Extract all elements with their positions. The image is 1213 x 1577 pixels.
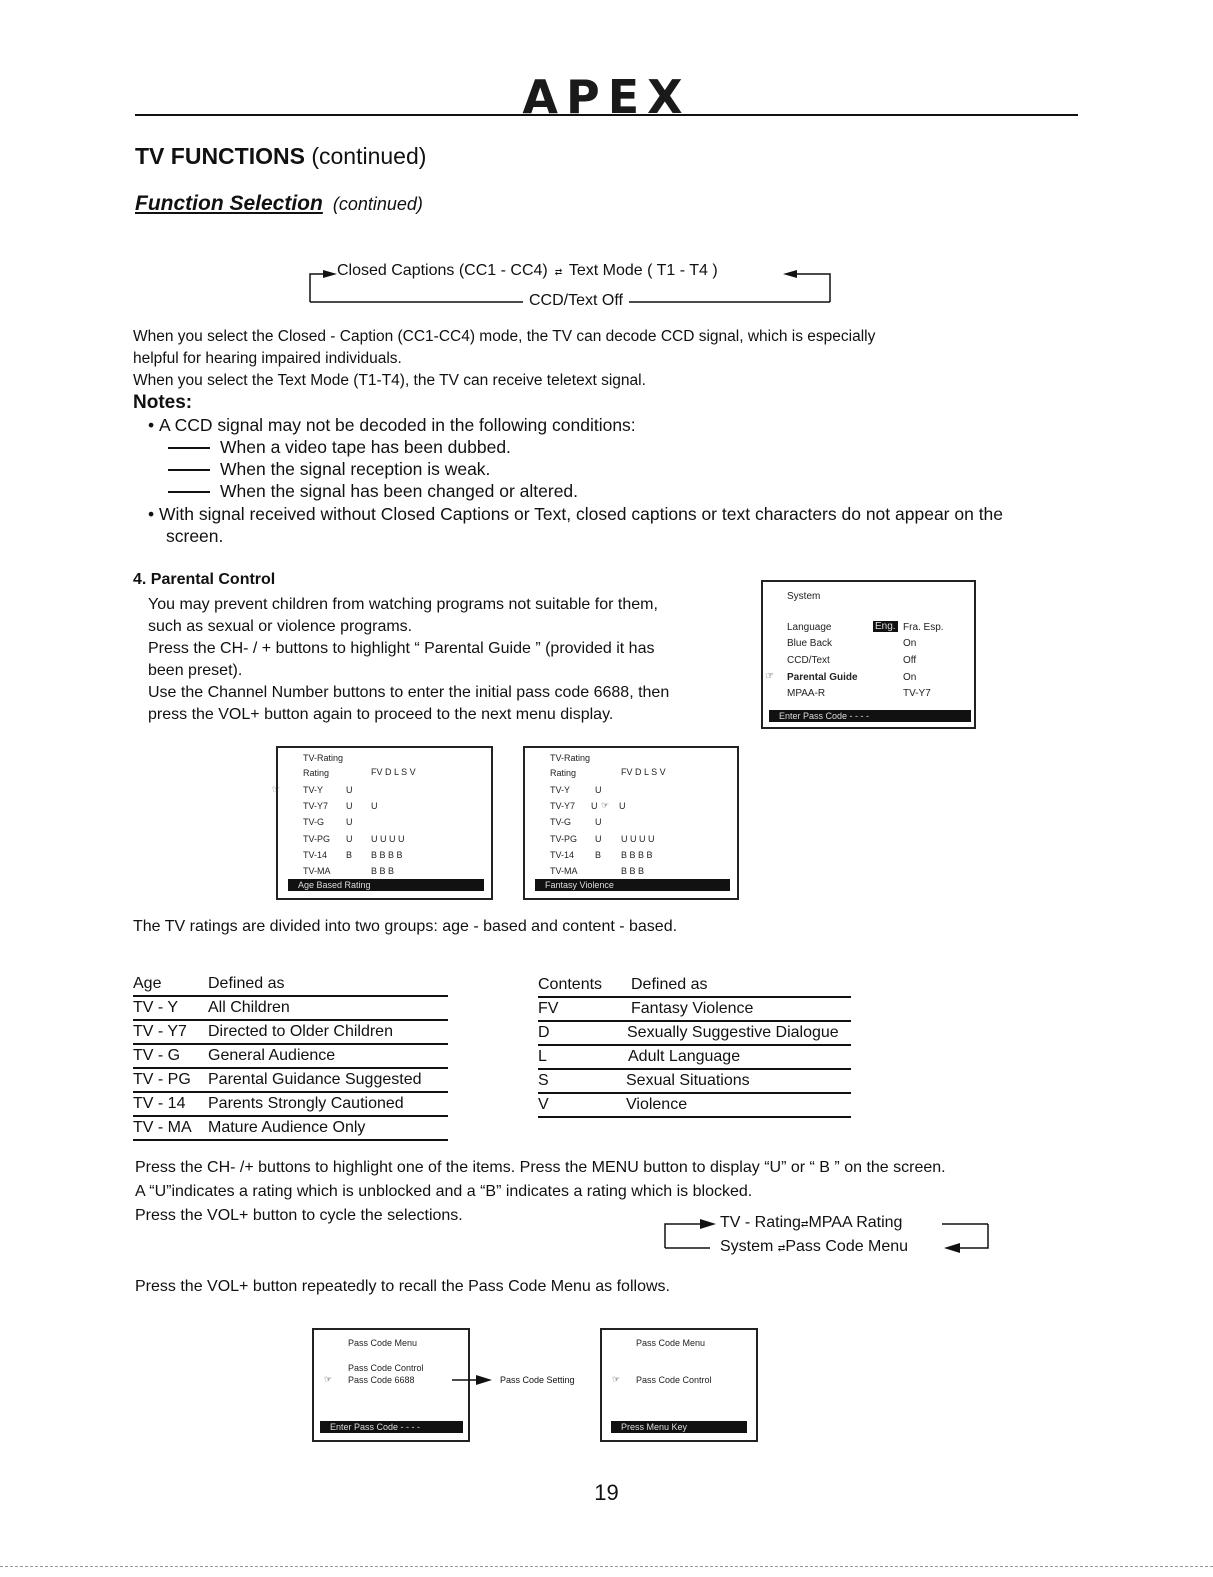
rating-row-value: U	[591, 801, 598, 811]
table-cell: Sexually Suggestive Dialogue	[627, 1024, 839, 1041]
menu-row-value: TV-Y7	[903, 688, 931, 699]
rating-row-value: U	[346, 834, 353, 844]
text-mode-label: Text Mode ( T1 - T4 )	[568, 262, 718, 279]
pass-code-menu-screen-b	[600, 1328, 758, 1442]
table-header: Defined as	[631, 976, 708, 993]
table-cell: D	[538, 1024, 550, 1041]
note-sub-3-text: When the signal has been changed or altered.	[220, 481, 579, 501]
page-title	[135, 143, 426, 170]
rating-row-content: U	[371, 801, 378, 811]
rating-row-value: U	[346, 801, 353, 811]
table-cell: Parents Strongly Cautioned	[208, 1095, 404, 1112]
rating-row-content: B B B B	[371, 850, 403, 860]
menu-row-label: Blue Back	[787, 638, 833, 649]
table-row	[538, 1000, 851, 1022]
menu-row-label: Parental Guide	[787, 672, 858, 683]
table-cell: Fantasy Violence	[631, 1000, 754, 1017]
table-cell: General Audience	[208, 1047, 336, 1064]
closed-captions-label: Closed Captions (CC1 - CC4)	[337, 262, 548, 279]
press-menu-key-prompt: Press Menu Key	[611, 1421, 747, 1433]
intro-line-2: helpful for hearing impaired individuals.	[133, 350, 402, 367]
table-header: Contents	[538, 976, 603, 993]
table-cell: Directed to Older Children	[208, 1023, 393, 1040]
dash-icon	[168, 469, 210, 471]
press-line-3: Press the VOL+ button to cycle the selections.	[135, 1207, 463, 1224]
dash-icon	[168, 447, 210, 449]
rating-menu-title: TV-Rating	[550, 753, 591, 763]
menu-row-value: On	[903, 638, 917, 649]
rating-row-label: TV-MA	[550, 866, 578, 876]
table-cell: Violence	[626, 1096, 688, 1113]
rating-row-label: TV-Y7	[550, 801, 576, 811]
table-cell: All Children	[208, 999, 290, 1016]
table-row	[133, 1071, 448, 1093]
table-row	[538, 1048, 851, 1070]
system-menu-screen	[761, 580, 976, 729]
menu-row-label: Language	[787, 622, 832, 633]
rating-row-label: TV-Y	[303, 785, 324, 795]
rating-menu-title: TV-Rating	[303, 753, 344, 763]
table-row	[538, 1024, 851, 1046]
parental-line-4: been preset).	[148, 662, 243, 679]
table-cell: TV - 14	[133, 1095, 186, 1112]
intro-line-1: When you select the Closed - Caption (CC1-CC4) mode, the TV can decode CCD signal, which is especially	[133, 328, 876, 345]
note-bullet-2-cont: screen.	[166, 526, 224, 546]
rating-row-value: U	[595, 834, 602, 844]
table-row	[133, 999, 448, 1021]
note-bullet-1	[148, 415, 636, 436]
table-header-row	[133, 975, 448, 997]
note-sub-3	[148, 481, 578, 502]
rating-row-label: TV-PG	[550, 834, 578, 844]
age-rating-table	[133, 975, 448, 1145]
section-title-text: Function Selection	[135, 192, 323, 215]
table-cell: Sexual Situations	[626, 1072, 750, 1089]
dash-icon	[168, 491, 210, 493]
note-sub-2	[148, 459, 490, 480]
parental-heading: 4. Parental Control	[133, 571, 276, 588]
menu-row-label: CCD/Text	[787, 655, 830, 666]
pass-code-menu-label: Pass Code Menu	[785, 1238, 909, 1255]
system-menu-title: System	[787, 591, 821, 602]
pass-code-prompt: Enter Pass Code - - - -	[769, 710, 971, 722]
table-cell: V	[538, 1096, 549, 1113]
rating-menu-footer: Age Based Rating	[288, 879, 484, 891]
table-header: Age	[133, 975, 162, 992]
note-bullet-2-text: With signal received without Closed Captions or Text, closed captions or text characters do not appear on the	[159, 504, 1004, 524]
rating-menu-footer: Fantasy Violence	[535, 879, 730, 891]
pass-code-setting-label: Pass Code Setting	[500, 1375, 575, 1385]
hand-pointer-icon: ☞	[272, 784, 281, 794]
table-header: Defined as	[208, 975, 285, 992]
tv-rating-label: TV - Rating	[720, 1214, 801, 1231]
table-cell: TV - Y	[133, 999, 179, 1016]
rating-header-label: Rating	[303, 768, 330, 778]
note-bullet-1-text: A CCD signal may not be decoded in the following conditions:	[159, 415, 636, 435]
rating-row-label: TV-Y7	[303, 801, 329, 811]
rating-row-value: U	[346, 785, 353, 795]
parental-line-6: press the VOL+ button again to proceed to the next menu display.	[148, 706, 614, 723]
rating-row-label: TV-MA	[303, 866, 331, 876]
rating-header-label: Rating	[550, 768, 577, 778]
pass-menu-row: Pass Code Control	[636, 1375, 712, 1385]
rating-row-content: B B B	[371, 866, 395, 876]
rating-row-value: B	[346, 850, 353, 860]
table-cell: Adult Language	[628, 1048, 741, 1065]
menu-row-value: Fra. Esp.	[903, 622, 944, 633]
notes-heading: Notes:	[133, 392, 193, 413]
menu-row-value: Off	[903, 655, 917, 666]
rating-menu-age	[272, 746, 493, 900]
rating-row-value: U	[595, 817, 602, 827]
table-cell: S	[538, 1072, 549, 1089]
table-cell: TV - G	[133, 1047, 181, 1064]
pass-menu-row: Pass Code Control	[348, 1363, 424, 1373]
flow-row-bottom	[720, 1238, 908, 1256]
rating-row-content: B B B	[621, 866, 645, 876]
rating-menu-content	[523, 746, 739, 900]
rating-row-label: TV-14	[303, 850, 328, 860]
double-arrow-icon: ⇄	[552, 267, 565, 277]
double-arrow-icon: ⇄	[800, 1219, 809, 1229]
page-title-bold: TV FUNCTIONS	[135, 143, 305, 169]
table-row	[133, 1047, 448, 1069]
flow-row-top	[720, 1214, 902, 1232]
parental-line-3: Press the CH- / + buttons to highlight “ Parental Guide ” (provided it has	[148, 640, 655, 657]
table-cell: TV - MA	[133, 1119, 192, 1136]
caption-flow-diagram	[285, 262, 845, 312]
menu-row-value: On	[903, 672, 917, 683]
selected-language: Eng.	[875, 621, 896, 632]
pass-code-menu-screen-a	[312, 1328, 470, 1442]
header-rule	[135, 114, 1078, 116]
rating-row-content: B B B B	[621, 850, 653, 860]
table-cell: Mature Audience Only	[208, 1119, 366, 1136]
flow-caption-row	[337, 262, 718, 280]
mpaa-label: MPAA Rating	[808, 1214, 903, 1231]
hand-pointer-icon: ☞	[765, 671, 774, 682]
pass-code-prompt: Enter Pass Code - - - -	[320, 1421, 463, 1433]
rating-header-cols: FV D L S V	[621, 767, 666, 777]
table-cell: Parental Guidance Suggested	[208, 1071, 422, 1088]
table-row	[133, 1023, 448, 1045]
hand-pointer-icon: ☞	[612, 1374, 621, 1384]
rating-row-label: TV-Y	[550, 785, 571, 795]
pass-menu-title: Pass Code Menu	[348, 1338, 418, 1348]
section-continued: (continued)	[332, 194, 423, 214]
bullet-icon: •	[148, 504, 159, 524]
note-bullet-2	[148, 504, 1003, 525]
pass-menu-row: Pass Code 6688	[348, 1375, 415, 1385]
rating-row-value: U	[595, 785, 602, 795]
press-line-1: Press the CH- /+ buttons to highlight one of the items. Press the MENU button to display “U” or “ B ” on the screen.	[135, 1159, 946, 1176]
scan-edge-line	[0, 1566, 1213, 1567]
rating-row-value: B	[595, 850, 602, 860]
intro-line-3: When you select the Text Mode (T1-T4), the TV can receive teletext signal.	[133, 372, 646, 389]
rating-row-label: TV-G	[550, 817, 572, 827]
pass-menu-title: Pass Code Menu	[636, 1338, 706, 1348]
parental-line-1: You may prevent children from watching programs not suitable for them,	[148, 596, 658, 613]
parental-line-5: Use the Channel Number buttons to enter the initial pass code 6688, then	[148, 684, 670, 701]
rating-row-label: TV-G	[303, 817, 325, 827]
note-sub-1	[148, 437, 511, 458]
rating-header-cols: FV D L S V	[371, 767, 416, 777]
rating-row-content: U U U U	[621, 834, 655, 844]
table-cell: TV - PG	[133, 1071, 191, 1088]
ccd-off-label: CCD/Text Off	[523, 292, 629, 310]
rating-flow-diagram	[660, 1212, 995, 1260]
table-row	[133, 1119, 448, 1141]
system-label: System	[720, 1238, 774, 1255]
note-sub-2-text: When the signal reception is weak.	[220, 459, 491, 479]
page-number: 19	[594, 1480, 619, 1505]
table-cell: L	[538, 1048, 547, 1065]
bullet-icon: •	[148, 415, 159, 435]
table-header-row	[538, 976, 851, 998]
rating-row-content: U	[619, 801, 626, 811]
page-title-rest: (continued)	[311, 143, 427, 169]
rating-row-value: U	[346, 817, 353, 827]
rating-row-label: TV-PG	[303, 834, 331, 844]
hand-pointer-icon: ☞	[324, 1374, 333, 1384]
note-sub-1-text: When a video tape has been dubbed.	[220, 437, 511, 457]
table-cell: TV - Y7	[133, 1023, 187, 1040]
double-arrow-icon: ⇄	[777, 1243, 786, 1253]
menu-row-label: MPAA-R	[787, 688, 826, 699]
table-cell: FV	[538, 1000, 559, 1017]
table-row	[538, 1096, 851, 1118]
rating-row-content: U U U U	[371, 834, 405, 844]
content-rating-table	[538, 976, 851, 1121]
parental-line-2: such as sexual or violence programs.	[148, 618, 413, 635]
section-title	[135, 192, 423, 216]
arrow-right-icon	[452, 1372, 497, 1388]
press-line-2: A “U”indicates a rating which is unblocked and a “B” indicates a rating which is blocked.	[135, 1183, 753, 1200]
hand-pointer-icon: ☞	[601, 800, 610, 810]
ratings-groups-sentence: The TV ratings are divided into two groups: age - based and content - based.	[133, 918, 678, 935]
recall-sentence: Press the VOL+ button repeatedly to recall the Pass Code Menu as follows.	[135, 1278, 670, 1295]
rating-row-label: TV-14	[550, 850, 575, 860]
table-row	[538, 1072, 851, 1094]
apex-logo: APEX	[522, 70, 691, 124]
table-row	[133, 1095, 448, 1117]
